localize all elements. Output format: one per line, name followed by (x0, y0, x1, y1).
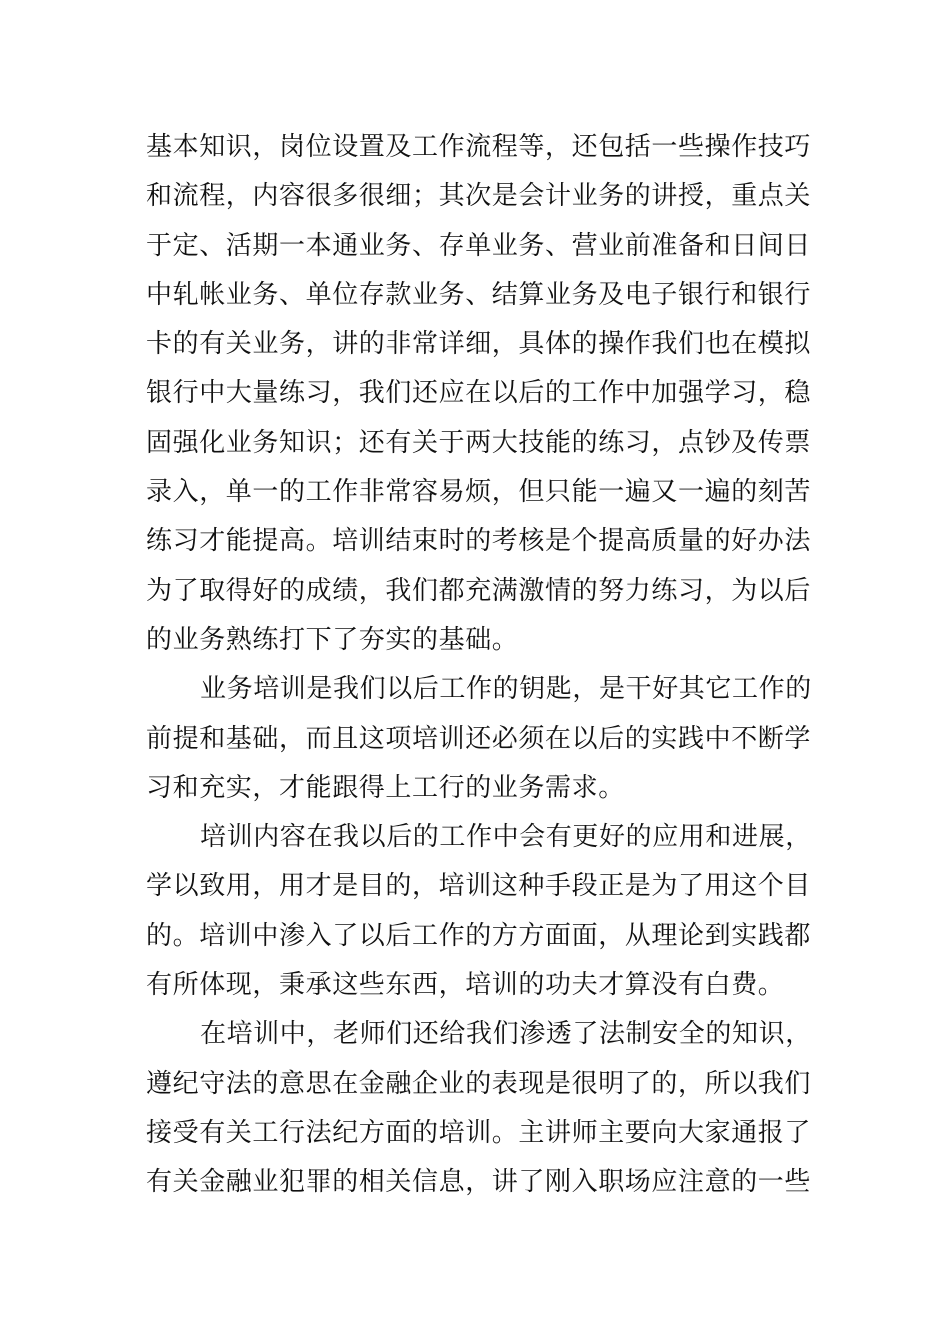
document-body (146, 123, 812, 1208)
paragraph-3 (146, 813, 812, 1010)
text-line: 固强化业务知识；还有关于两大技能的练习，点钞及传票 (146, 427, 812, 458)
paragraph-1 (146, 123, 812, 665)
text-line: 接受有关工行法纪方面的培训。主讲师主要向大家通报了 (146, 1117, 812, 1148)
text-line: 的业务熟练打下了夯实的基础。 (146, 624, 519, 655)
paragraph-2 (146, 665, 812, 813)
text-line: 前提和基础，而且这项培训还必须在以后的实践中不断学 (146, 723, 812, 754)
text-line: 中轧帐业务、单位存款业务、结算业务及电子银行和银行 (146, 279, 812, 310)
paragraph-4 (146, 1010, 812, 1207)
text-line: 业务培训是我们以后工作的钥匙，是干好其它工作的 (200, 674, 812, 705)
text-line: 的。培训中渗入了以后工作的方方面面，从理论到实践都 (146, 920, 812, 951)
text-line: 为了取得好的成绩，我们都充满激情的努力练习，为以后 (146, 575, 812, 606)
text-line: 遵纪守法的意思在金融企业的表现是很明了的，所以我们 (146, 1068, 812, 1099)
text-line: 于定、活期一本通业务、存单业务、营业前准备和日间日 (146, 230, 812, 261)
text-line: 习和充实，才能跟得上工行的业务需求。 (146, 772, 625, 803)
text-line: 卡的有关业务，讲的非常详细，具体的操作我们也在模拟 (146, 329, 812, 360)
text-line: 学以致用，用才是目的，培训这种手段正是为了用这个目 (146, 871, 812, 902)
text-line: 练习才能提高。培训结束时的考核是个提高质量的好办法 (146, 526, 812, 557)
text-line: 基本知识，岗位设置及工作流程等，还包括一些操作技巧 (146, 132, 812, 162)
text-line: 有关金融业犯罪的相关信息，讲了刚入职场应注意的一些 (146, 1167, 812, 1198)
text-line: 在培训中，老师们还给我们渗透了法制安全的知识， (200, 1019, 812, 1050)
text-line: 录入，单一的工作非常容易烦，但只能一遍又一遍的刻苦 (146, 477, 812, 508)
text-line: 培训内容在我以后的工作中会有更好的应用和进展， (200, 822, 812, 853)
text-line: 和流程，内容很多很细；其次是会计业务的讲授，重点关 (146, 181, 812, 212)
text-line: 有所体现，秉承这些东西，培训的功夫才算没有白费。 (146, 970, 785, 1001)
text-line: 银行中大量练习，我们还应在以后的工作中加强学习，稳 (146, 378, 812, 409)
